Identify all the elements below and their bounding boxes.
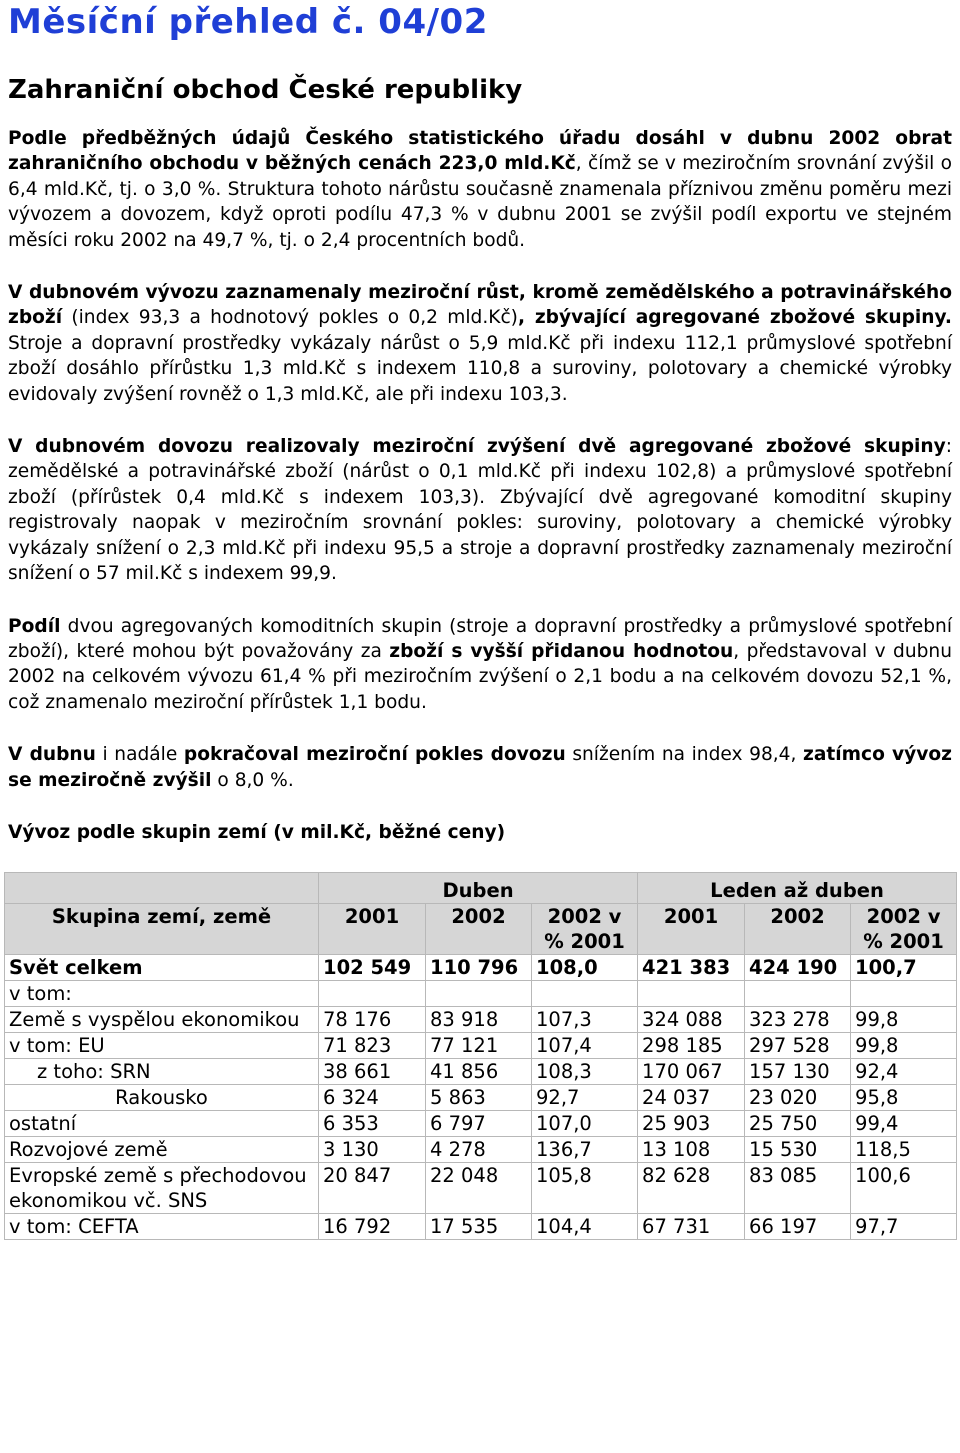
para4-bold-2: zboží s vyšší přidanou hodnotou xyxy=(389,640,734,662)
table-row xyxy=(5,1162,957,1213)
row-value: 324 088 xyxy=(638,1006,745,1032)
row-value: 170 067 xyxy=(638,1058,745,1084)
row-value: 6 353 xyxy=(319,1110,426,1136)
row-value: 41 856 xyxy=(426,1058,532,1084)
row-value: 6 324 xyxy=(319,1084,426,1110)
para2-text-1: (index 93,3 a hodnotový pokles o 0,2 mld.Kč) xyxy=(62,307,518,329)
row-value: 23 020 xyxy=(745,1084,851,1110)
row-value: 83 085 xyxy=(745,1162,851,1213)
row-value: 92,4 xyxy=(851,1058,957,1084)
row-value: 97,7 xyxy=(851,1213,957,1239)
row-value: 298 185 xyxy=(638,1032,745,1058)
row-value: 5 863 xyxy=(426,1084,532,1110)
para4-bold-1: Podíl xyxy=(8,615,61,637)
row-value: 16 792 xyxy=(319,1213,426,1239)
paragraph-dovoz xyxy=(8,434,952,586)
row-value: 104,4 xyxy=(532,1213,638,1239)
para5-text-1: i nadále xyxy=(95,744,184,766)
row-value: 71 823 xyxy=(319,1032,426,1058)
export-table xyxy=(4,872,957,1240)
header-col: 2002 v % 2001 xyxy=(851,903,957,954)
row-value: 424 190 xyxy=(745,954,851,980)
header-col: 2002 v % 2001 xyxy=(532,903,638,954)
row-value: 102 549 xyxy=(319,954,426,980)
row-value: 107,3 xyxy=(532,1006,638,1032)
para2-bold-1: V dubnovém vývozu zaznamenaly meziroční růst, kromě zemědělského a potravinářského zboží xyxy=(8,282,952,329)
row-value: 105,8 xyxy=(532,1162,638,1213)
header-country-group: Skupina zemí, země xyxy=(5,903,319,954)
row-value: 118,5 xyxy=(851,1136,957,1162)
row-label: Evropské země s přechodovou ekonomikou vč. SNS xyxy=(5,1162,319,1213)
page-subtitle: Zahraniční obchod České republiky xyxy=(8,75,523,105)
row-value: 4 278 xyxy=(426,1136,532,1162)
row-value: 108,3 xyxy=(532,1058,638,1084)
row-value: 15 530 xyxy=(745,1136,851,1162)
row-label: ostatní xyxy=(5,1110,319,1136)
row-value: 20 847 xyxy=(319,1162,426,1213)
header-col: 2002 xyxy=(745,903,851,954)
para5-bold-3: zatímco vývoz se meziročně zvýšil xyxy=(8,744,952,791)
table-header-row-columns xyxy=(5,903,957,954)
row-value: 77 121 xyxy=(426,1032,532,1058)
row-label: v tom: xyxy=(5,980,319,1006)
row-value: 38 661 xyxy=(319,1058,426,1084)
para2-bold-2: , zbývající agregované zbožové skupiny. xyxy=(517,307,952,329)
row-value: 107,0 xyxy=(532,1110,638,1136)
table-row xyxy=(5,1006,957,1032)
para2-text-2: Stroje a dopravní prostředky vykázaly nárůst o 5,9 mld.Kč při indexu 112,1 průmyslové spotřební zboží dosáhlo přírůstku 1,3 mld.Kč s indexem 110,8 a suroviny, polotovary a chemické výrobky evidovaly zvýšení rovněž o 1,3 mld.Kč, ale při indexu 103,3. xyxy=(8,332,952,405)
row-value: 100,6 xyxy=(851,1162,957,1213)
table-heading: Vývoz podle skupin zemí (v mil.Kč, běžné ceny) xyxy=(8,821,506,843)
row-value: 25 903 xyxy=(638,1110,745,1136)
table-row xyxy=(5,954,957,980)
paragraph-vyvoz xyxy=(8,280,952,407)
table-body xyxy=(5,954,957,1239)
row-value xyxy=(532,980,638,1006)
page-title: Měsíční přehled č. 04/02 xyxy=(8,2,488,42)
row-label: v tom: EU xyxy=(5,1032,319,1058)
paragraph-obrat xyxy=(8,126,952,253)
table-row xyxy=(5,1110,957,1136)
para5-text-2: snížením na index 98,4, xyxy=(565,744,804,766)
table-header-row-groups xyxy=(5,872,957,903)
row-value: 107,4 xyxy=(532,1032,638,1058)
row-value: 108,0 xyxy=(532,954,638,980)
row-value: 67 731 xyxy=(638,1213,745,1239)
row-value: 95,8 xyxy=(851,1084,957,1110)
row-value xyxy=(851,980,957,1006)
row-value: 323 278 xyxy=(745,1006,851,1032)
row-value: 157 130 xyxy=(745,1058,851,1084)
para4-text-1: dvou agregovaných komoditních skupin (stroje a dopravní prostředky a průmyslové spotřební zboží), které mohou být považovány za xyxy=(8,615,952,662)
row-label: Země s vyspělou ekonomikou xyxy=(5,1006,319,1032)
header-col: 2002 xyxy=(426,903,532,954)
para3-bold-1: V dubnovém dovozu realizovaly meziroční zvýšení dvě agregované zbožové skupiny xyxy=(8,436,946,458)
row-value: 17 535 xyxy=(426,1213,532,1239)
row-value: 136,7 xyxy=(532,1136,638,1162)
para1-bold: Podle předběžných údajů Českého statistického úřadu dosáhl v dubnu 2002 obrat zahraničního obchodu v běžných cenách 223,0 mld.Kč xyxy=(8,128,952,175)
row-value: 297 528 xyxy=(745,1032,851,1058)
para5-text-3: o 8,0 %. xyxy=(211,769,294,791)
paragraph-podil xyxy=(8,614,952,716)
row-value: 99,8 xyxy=(851,1032,957,1058)
row-value: 66 197 xyxy=(745,1213,851,1239)
row-value: 24 037 xyxy=(638,1084,745,1110)
table-row xyxy=(5,1084,957,1110)
row-value: 92,7 xyxy=(532,1084,638,1110)
row-value: 25 750 xyxy=(745,1110,851,1136)
para5-bold-1: V dubnu xyxy=(8,744,96,766)
row-value: 421 383 xyxy=(638,954,745,980)
para3-text-1: : zemědělské a potravinářské zboží (nárůst o 0,1 mld.Kč při indexu 102,8) a průmyslové spotřební zboží (přírůstek 0,4 mld.Kč s indexem 103,3). Zbývající dvě agregované komoditní skupiny registrovaly naopak v meziročním srovnání pokles: suroviny, polotovary a chemické výrobky vykázaly snížení o 2,3 mld.Kč při indexu 95,5 a stroje a dopravní prostředky zaznamenaly meziroční snížení o 57 mil.Kč s indexem 99,9. xyxy=(8,436,952,585)
header-blank-cell xyxy=(5,872,319,903)
paragraph-duben xyxy=(8,742,952,793)
row-value: 13 108 xyxy=(638,1136,745,1162)
table-row xyxy=(5,1032,957,1058)
row-value xyxy=(638,980,745,1006)
row-label: Svět celkem xyxy=(5,954,319,980)
row-label: z toho: SRN xyxy=(5,1058,319,1084)
row-value xyxy=(426,980,532,1006)
row-label: v tom: CEFTA xyxy=(5,1213,319,1239)
header-col: 2001 xyxy=(319,903,426,954)
row-value xyxy=(745,980,851,1006)
header-col: 2001 xyxy=(638,903,745,954)
row-value: 99,4 xyxy=(851,1110,957,1136)
para1-text: , čímž se v meziročním srovnání zvýšil o 6,4 mld.Kč, tj. o 3,0 %. Struktura tohoto nárůstu současně znamenala příznivou změnu poměru mezi vývozem a dovozem, když oproti podílu 47,3 % v dubnu 2001 se zvýšil podíl exportu ve stejném měsíci roku 2002 na 49,7 %, tj. o 2,4 procentních bodů. xyxy=(8,153,952,251)
row-value: 82 628 xyxy=(638,1162,745,1213)
row-value: 110 796 xyxy=(426,954,532,980)
row-value: 78 176 xyxy=(319,1006,426,1032)
header-group-jan-apr: Leden až duben xyxy=(638,872,957,903)
row-value: 100,7 xyxy=(851,954,957,980)
table-row xyxy=(5,980,957,1006)
row-value: 99,8 xyxy=(851,1006,957,1032)
table-row xyxy=(5,1136,957,1162)
row-value xyxy=(319,980,426,1006)
row-value: 3 130 xyxy=(319,1136,426,1162)
para5-bold-2: pokračoval meziroční pokles dovozu xyxy=(183,744,566,766)
table-row xyxy=(5,1213,957,1239)
para4-text-2: , představoval v dubnu 2002 na celkovém vývozu 61,4 % při meziročním zvýšení o 2,1 bodu a na celkovém dovozu 52,1 %, což znamenalo meziroční přírůstek 1,1 bodu. xyxy=(8,640,952,713)
table-row xyxy=(5,1058,957,1084)
header-group-april: Duben xyxy=(319,872,638,903)
row-value: 83 918 xyxy=(426,1006,532,1032)
row-label: Rozvojové země xyxy=(5,1136,319,1162)
row-value: 6 797 xyxy=(426,1110,532,1136)
row-value: 22 048 xyxy=(426,1162,532,1213)
row-label: Rakousko xyxy=(5,1084,319,1110)
